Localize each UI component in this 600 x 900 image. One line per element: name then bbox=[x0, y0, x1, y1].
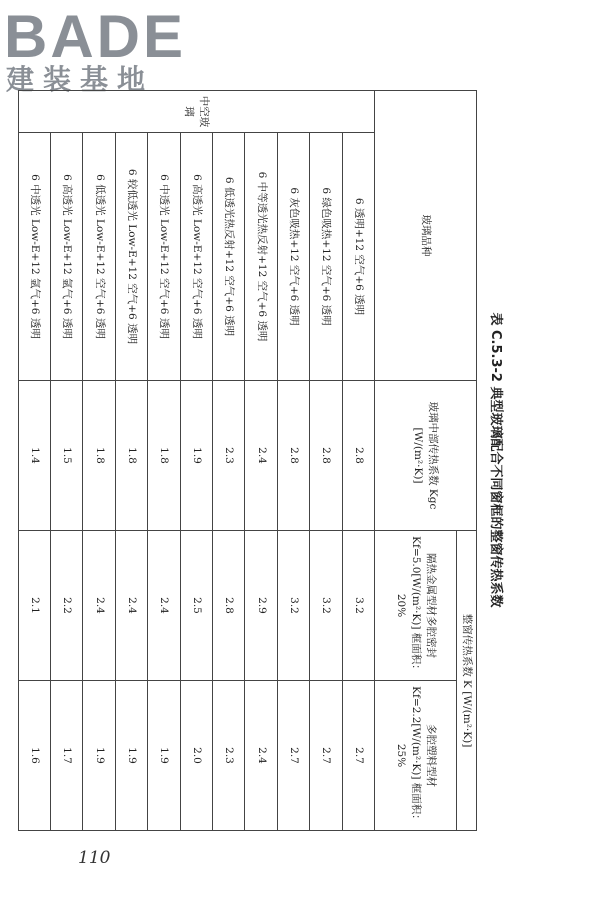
cell-glass-type: 6 高透光 Low-E+12 空气+6 透明 bbox=[180, 133, 212, 381]
cell-metal-frame-k: 3.2 bbox=[310, 531, 342, 681]
cell-glass-type: 6 中等透光热反射+12 空气+6 透明 bbox=[245, 133, 277, 381]
table-row bbox=[213, 91, 245, 831]
cell-metal-frame-k: 3.2 bbox=[277, 531, 309, 681]
cell-metal-frame-k: 2.4 bbox=[115, 531, 147, 681]
page-number: 110 bbox=[78, 848, 111, 868]
cell-metal-frame-k: 3.2 bbox=[342, 531, 374, 681]
cell-pvc-frame-k: 1.9 bbox=[148, 681, 180, 831]
cell-glass-type: 6 高透光 Low-E+12 氩气+6 透明 bbox=[51, 133, 83, 381]
header-center-k: 玻璃中部传热系数 Kgc [W/(m²·K)] bbox=[375, 381, 477, 531]
table-body bbox=[18, 91, 374, 831]
table-caption: 表 C.5.3-2 典型玻璃配合不同窗框的整窗传热系数 bbox=[488, 312, 503, 608]
cell-glass-type: 6 低透光 Low-E+12 空气+6 透明 bbox=[83, 133, 115, 381]
table-row bbox=[180, 91, 212, 831]
cell-pvc-frame-k: 1.7 bbox=[51, 681, 83, 831]
cell-metal-frame-k: 2.5 bbox=[180, 531, 212, 681]
cell-metal-frame-k: 2.2 bbox=[51, 531, 83, 681]
cell-pvc-frame-k: 2.7 bbox=[310, 681, 342, 831]
cell-glass-type: 6 低透光热反射+12 空气+6 透明 bbox=[213, 133, 245, 381]
cell-pvc-frame-k: 2.7 bbox=[342, 681, 374, 831]
logo-brand-chinese: 建装基地 bbox=[6, 63, 155, 96]
table-row bbox=[148, 91, 180, 831]
table-row bbox=[51, 91, 83, 831]
cell-center-k: 2.8 bbox=[310, 381, 342, 531]
rotated-page-content bbox=[28, 90, 505, 830]
cell-center-k: 1.5 bbox=[51, 381, 83, 531]
logo bbox=[2, 3, 187, 96]
cell-metal-frame-k: 2.4 bbox=[148, 531, 180, 681]
cell-pvc-frame-k: 1.9 bbox=[115, 681, 147, 831]
header-frame-metal: 隔热金属型材多腔密封 Kf=5.0[W/(m²·K)] 框面积：20% bbox=[375, 531, 457, 681]
cell-metal-frame-k: 2.8 bbox=[213, 531, 245, 681]
cell-center-k: 2.4 bbox=[245, 381, 277, 531]
cell-pvc-frame-k: 2.7 bbox=[277, 681, 309, 831]
cell-glass-type: 6 较低透光 Low-E+12 空气+6 透明 bbox=[115, 133, 147, 381]
cell-center-k: 1.9 bbox=[180, 381, 212, 531]
cell-pvc-frame-k: 2.4 bbox=[245, 681, 277, 831]
cell-glass-type: 6 透明+12 空气+6 透明 bbox=[342, 133, 374, 381]
table-row bbox=[342, 91, 374, 831]
table-row bbox=[277, 91, 309, 831]
cell-center-k: 2.8 bbox=[342, 381, 374, 531]
table-row bbox=[115, 91, 147, 831]
cell-glass-type: 6 绿色吸热+12 空气+6 透明 bbox=[310, 133, 342, 381]
cell-pvc-frame-k: 2.3 bbox=[213, 681, 245, 831]
cell-glass-type: 6 中透光 Low-E+12 空气+6 透明 bbox=[148, 133, 180, 381]
cell-pvc-frame-k: 2.0 bbox=[180, 681, 212, 831]
table-row bbox=[83, 91, 115, 831]
cell-center-k: 1.8 bbox=[148, 381, 180, 531]
cell-center-k: 1.8 bbox=[115, 381, 147, 531]
cell-glass-type: 6 中透光 Low-E+12 氩气+6 透明 bbox=[18, 133, 50, 381]
table-row bbox=[245, 91, 277, 831]
cell-glass-type: 6 灰色吸热+12 空气+6 透明 bbox=[277, 133, 309, 381]
cell-metal-frame-k: 2.1 bbox=[18, 531, 50, 681]
header-frame-pvc: 多腔塑料型材 Kf=2.2[W/(m²·K)] 框面积：25% bbox=[375, 681, 457, 831]
table-row bbox=[18, 91, 50, 831]
cell-center-k: 1.4 bbox=[18, 381, 50, 531]
group-label: 中空玻璃 bbox=[18, 91, 374, 133]
cell-metal-frame-k: 2.9 bbox=[245, 531, 277, 681]
cell-pvc-frame-k: 1.9 bbox=[83, 681, 115, 831]
logo-brand-text: BADE bbox=[4, 3, 187, 70]
header-glass-type: 玻璃品种 bbox=[375, 91, 477, 381]
cell-center-k: 2.8 bbox=[277, 381, 309, 531]
cell-pvc-frame-k: 1.6 bbox=[18, 681, 50, 831]
header-whole-window-k: 整窗传热系数 K [W/(m²·K)] bbox=[457, 531, 477, 831]
cell-metal-frame-k: 2.4 bbox=[83, 531, 115, 681]
cell-center-k: 2.3 bbox=[213, 381, 245, 531]
cell-center-k: 1.8 bbox=[83, 381, 115, 531]
table-row bbox=[310, 91, 342, 831]
heat-transfer-table bbox=[18, 90, 477, 831]
